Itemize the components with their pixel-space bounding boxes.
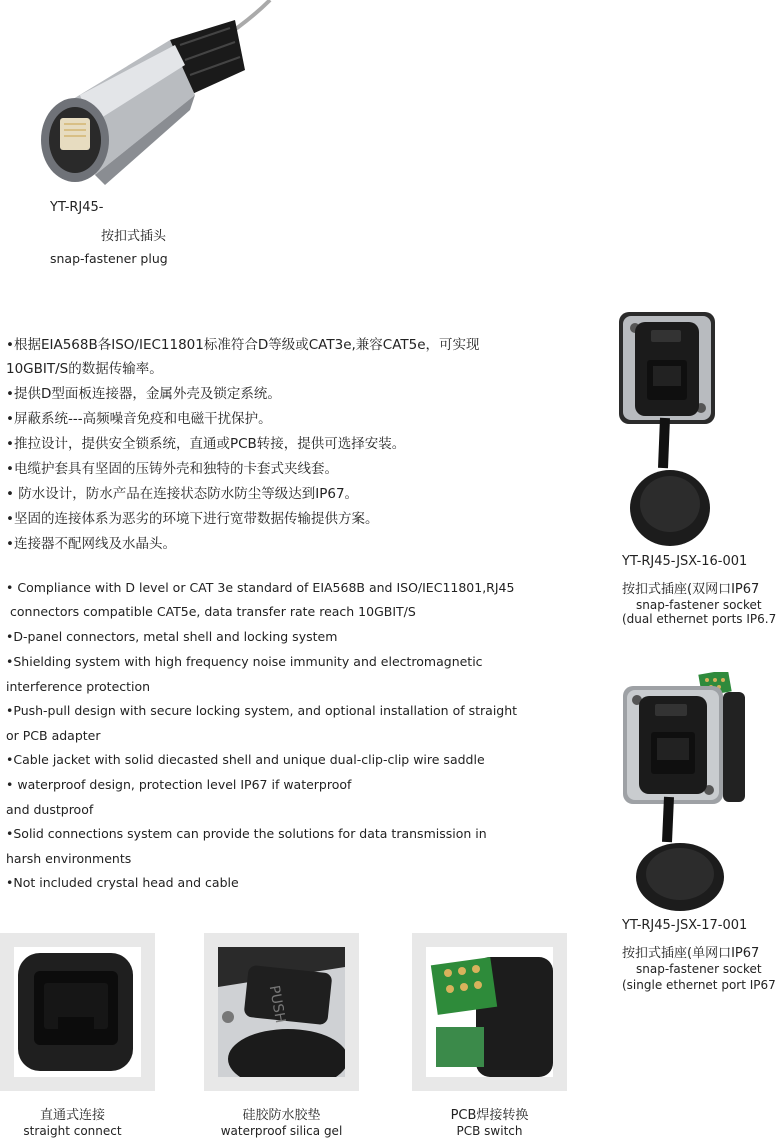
straight-connect-en: straight connect xyxy=(23,1124,122,1138)
rj45-plug-image xyxy=(20,0,280,200)
feature-zh-line: •坚固的连接体系为恶劣的环境下进行宽带数据传输提供方案。 xyxy=(6,511,379,527)
silica-gel-image xyxy=(218,947,345,1077)
push-label: PUSH xyxy=(265,984,289,1025)
pcb-switch-tile xyxy=(412,933,567,1091)
pcb-switch-en: PCB switch xyxy=(456,1124,523,1138)
feature-zh-line: •屏蔽系统---高频噪音免疫和电磁干扰保护。 xyxy=(6,411,272,427)
feature-en-line: connectors compatible CAT5e, data transfer rate reach 10GBIT/S xyxy=(10,604,416,619)
straight-connect-zh: 直通式连接 xyxy=(39,1108,105,1123)
feature-zh-line: •连接器不配网线及水晶头。 xyxy=(6,536,176,552)
single-socket-image xyxy=(615,672,750,912)
straight-connect-image xyxy=(14,947,141,1077)
plug-model: YT-RJ45- xyxy=(50,200,104,215)
pcb-switch-zh: PCB焊接转换 xyxy=(450,1108,529,1123)
dual-socket-name-en-2: (dual ethernet ports IP6.7 xyxy=(622,612,777,626)
feature-en-line: • waterproof design, protection level IP67 if waterproof xyxy=(6,777,352,792)
feature-zh-line: 10GBIT/S的数据传输率。 xyxy=(6,361,163,377)
feature-en-line: and dustproof xyxy=(6,802,94,817)
feature-zh-line: •推拉设计，提供安全锁系统，直通或PCB转接，提供可选择安装。 xyxy=(6,436,406,452)
dual-socket-name-zh: 按扣式插座(双网口IP67 xyxy=(622,582,760,597)
single-socket-name-en-2: (single ethernet port IP67 xyxy=(622,978,776,992)
plug-name-zh: 按扣式插头 xyxy=(101,229,167,244)
feature-en-line: interference protection xyxy=(6,679,151,694)
silica-gel-en: waterproof silica gel xyxy=(220,1124,343,1138)
pcb-switch-image xyxy=(426,947,553,1077)
single-socket-model: YT-RJ45-JSX-17-001 xyxy=(622,918,748,933)
silica-gel-tile xyxy=(204,933,359,1091)
feature-en-line: •Shielding system with high frequency noise immunity and electromagnetic xyxy=(6,654,483,669)
feature-en-line: or PCB adapter xyxy=(6,728,101,743)
feature-en-line: •D-panel connectors, metal shell and locking system xyxy=(6,629,338,644)
feature-zh-line: •根据EIA568B各ISO/IEC11801标准符合D等级或CAT3e,兼容CAT5e，可实现 xyxy=(6,337,480,353)
silica-gel-zh: 硅胶防水胶垫 xyxy=(242,1108,321,1123)
straight-connect-tile xyxy=(0,933,155,1091)
feature-zh-line: • 防水设计，防水产品在连接状态防水防尘等级达到IP67。 xyxy=(6,486,359,502)
single-socket-name-zh: 按扣式插座(单网口IP67 xyxy=(622,946,760,961)
feature-en-line: • Compliance with D level or CAT 3e standard of EIA568B and ISO/IEC11801,RJ45 xyxy=(6,580,515,595)
single-socket-name-en: snap-fastener socket xyxy=(636,962,762,976)
feature-en-line: •Push-pull design with secure locking system, and optional installation of straight xyxy=(6,703,518,718)
feature-en-line: harsh environments xyxy=(6,851,132,866)
plug-name-en: snap-fastener plug xyxy=(50,251,168,266)
feature-en-line: •Cable jacket with solid diecasted shell and unique dual-clip-clip wire saddle xyxy=(6,752,485,767)
dual-socket-model: YT-RJ45-JSX-16-001 xyxy=(622,554,748,569)
feature-zh-line: •电缆护套具有坚固的压铸外壳和独特的卡套式夹线套。 xyxy=(6,461,338,477)
feature-en-line: •Solid connections system can provide the solutions for data transmission in xyxy=(6,826,487,841)
dual-socket-name-en: snap-fastener socket xyxy=(636,598,762,612)
feature-en-line: •Not included crystal head and cable xyxy=(6,875,239,890)
dual-socket-image xyxy=(615,308,725,548)
feature-zh-line: •提供D型面板连接器，金属外壳及锁定系统。 xyxy=(6,386,281,402)
